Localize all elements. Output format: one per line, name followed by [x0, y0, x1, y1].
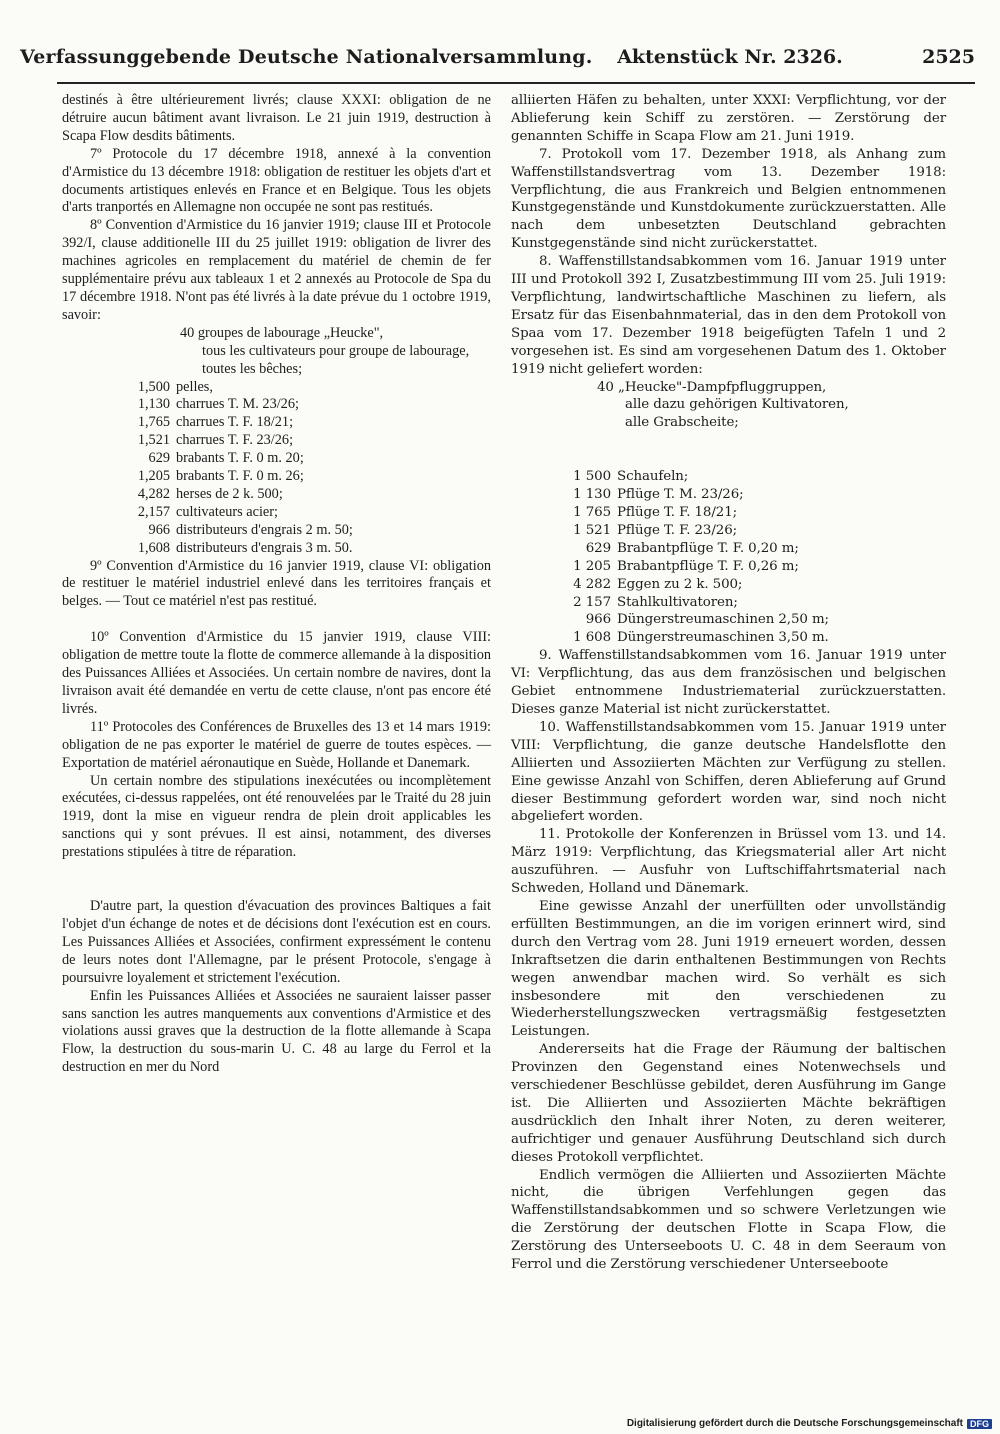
- description: charrues T. M. 23/26;: [176, 396, 299, 413]
- list-item: [511, 540, 946, 558]
- page-header: [20, 46, 975, 76]
- list-item: [511, 558, 946, 576]
- description: Schaufeln;: [617, 469, 689, 485]
- paragraph: 7º Protocole du 17 décembre 1918, annexé à la convention d'Armistice du 13 décembre 1918: obligation de restituer les objets d'art et documents artistiques enlevés en France et en Belgique. Tous les objets d'arts tranportés en Allemagne non occupée ne sont pas restitués.: [62, 145, 491, 216]
- quantity: 1 521: [573, 522, 611, 538]
- paragraph: 10º Convention d'Armistice du 15 janvier 1919, clause VIII: obligation de mettre toute la flotte de commerce allemande à la disposition des Puissances Alliées et Associées. Un certain nombre de navires, dont la livraison avait été demandée en vertu de cette clause, n'ont pas encore été livrés.: [62, 629, 491, 717]
- description: charrues T. F. 23/26;: [176, 432, 294, 449]
- quantity: 966: [148, 521, 170, 538]
- quantity: 1 130: [573, 487, 611, 503]
- description: brabants T. F. 0 m. 20;: [176, 450, 304, 467]
- description: Düngerstreumaschinen 3,50 m.: [617, 630, 829, 646]
- french-column: [62, 92, 491, 1077]
- quantity: 1,130: [137, 396, 170, 413]
- group-line: alle dazu gehörigen Kultivatoren,: [625, 397, 849, 413]
- paragraph: 10. Waffenstillstandsabkommen vom 15. Januar 1919 unter VIII: Verpflichtung, die ganze deutsche Handelsflotte den Alliierten und Assoziierten Mächten zur Verfügung zu stellen. Eine gewisse Anzahl von Schiffen, deren Ablieferung auf Grund dieser Bestimmung gefordert worden war, sind noch nicht abgeliefert worden.: [511, 719, 946, 825]
- footer-credit: Digitalisierung gefördert durch die Deutsche Forschungsgemeinschaft: [626, 1418, 963, 1429]
- quantity: 1,500: [137, 378, 170, 395]
- paragraph: alliierten Häfen zu behalten, unter XXXI: Verpflichtung, vor der Ablieferung kein Schiff zu zerstören. — Zerstörung der genannten Schiffe in Scapa Flow am 21. Juni 1919.: [511, 93, 946, 144]
- quantity: 1,765: [137, 414, 170, 431]
- equipment-list: [62, 379, 491, 558]
- equipment-list: [511, 468, 946, 647]
- quantity: 629: [585, 540, 611, 556]
- list-item: [511, 629, 946, 647]
- dfg-logo: DFG: [967, 1419, 992, 1429]
- quantity: 1,608: [137, 539, 170, 556]
- paragraph: Un certain nombre des stipulations inexécutées ou incomplètement exécutées, ci-dessus rappelées, ont été renouvelées par le Traité du 28 juin 1919, dont la mise en vigueur rendra de plein droit applicables les sanctions qui y sont prévues. Il est ainsi, notamment, des diverses prestations stipulées à titre de réparation.: [62, 772, 491, 861]
- description: charrues T. F. 18/21;: [176, 414, 294, 431]
- equipment-group: [511, 379, 946, 433]
- list-item: [62, 468, 491, 486]
- list-item: [511, 468, 946, 486]
- paragraph: destinés à être ultérieurement livrés; clause XXXI: obligation de ne détruire aucun bâtiment avant livraison. Le 21 juin 1919, destruction à Scapa Flow desdits bâtiments.: [62, 92, 491, 144]
- description: distributeurs d'engrais 3 m. 50.: [176, 539, 353, 556]
- paragraph: Andererseits hat die Frage der Räumung der baltischen Provinzen den Gegenstand eines Notenwechsels und verschiedener Beschlüsse gebildet, deren Ausführung im Gange ist. Die Alliierten und Assoziierten Mächte bekräftigen ausdrücklich den Inhalt ihrer Noten, zu deren weiterer, aufrichtiger und genauer Ausführung Deutschland sich durch dieses Protokoll verpflichtet.: [511, 1042, 946, 1165]
- group-line: 40 groupes de labourage „Heucke",: [180, 324, 384, 341]
- description: Brabantpflüge T. F. 0,20 m;: [617, 540, 799, 556]
- spacer: [62, 862, 491, 898]
- description: Brabantpflüge T. F. 0,26 m;: [617, 558, 799, 574]
- group-line: tous les cultivateurs pour groupe de labourage,: [202, 342, 470, 359]
- list-item: [62, 396, 491, 414]
- list-item: [511, 486, 946, 504]
- list-item: [511, 522, 946, 540]
- quantity: 1 500: [573, 469, 611, 485]
- quantity: 2 157: [573, 594, 611, 610]
- quantity: 1 608: [573, 630, 611, 646]
- digitization-footer: [627, 1418, 992, 1429]
- description: Pflüge T. M. 23/26;: [617, 487, 744, 503]
- description: Pflüge T. F. 18/21;: [617, 505, 738, 521]
- paragraph: Eine gewisse Anzahl der unerfüllten oder unvollständig erfüllten Bestimmungen, an die im vorigen erinnert wird, sind durch den Vertrag vom 28. Juni 1919 erneuert worden, dessen Inkraftsetzen die darin enthaltenen Bestimmungen von Rechts wegen anwendbar machen wird. So verhält es sich insbesondere mit den verschiedenen zu Wiederherstellungszwecken vertragsmäßig festgesetzten Leistungen.: [511, 898, 946, 1040]
- group-line: alle Grabscheite;: [625, 415, 739, 431]
- quantity: 4 282: [573, 576, 611, 592]
- quantity: 629: [148, 450, 170, 467]
- list-item: [62, 450, 491, 468]
- paragraph: 9. Waffenstillstandsabkommen vom 16. Januar 1919 unter VI: Verpflichtung, das aus dem französischen und belgischen Gebiet entnommene Industriematerial zurückzuerstatten. Dieses ganze Material ist nicht zurückerstattet.: [511, 648, 946, 717]
- paragraph: 8º Convention d'Armistice du 16 janvier 1919; clause III et Protocole 392/I, clause additionelle III du 25 juillet 1919: obligation de livrer des machines agricoles en remplacement du matériel de chemin de fer supplémentaire prévu aux tableaux 1 et 2 annexés au Protocole de Spa du 17 décembre 1918. N'ont pas été livrés à la date prévue du 1 octobre 1919, savoir:: [62, 217, 491, 323]
- paragraph: 8. Waffenstillstandsabkommen vom 16. Januar 1919 unter III und Protokoll 392 I, Zusatzbestimmung III vom 25. Juli 1919: Verpflichtung, landwirtschaftliche Maschinen zu liefern, als Ersatz für das Eisenbahnmaterial, das in den dem Protokoll von Spaa vom 17. Dezember 1918 beigefügten Tafeln 1 und 2 vorgesehen ist. Es sind am vorgesehenen Datum des 1. Oktober 1919 nicht geliefert worden:: [511, 254, 946, 377]
- paragraph: Enfin les Puissances Alliées et Associées ne sauraient laisser passer sans sanction les autres manquements aux conventions d'Armistice et des violations aussi graves que la destruction de la flotte allemande à Scapa Flow, la destruction du sous-marin U. C. 48 au large du Ferrol et la destruction en mer du Nord: [62, 987, 491, 1076]
- description: cultivateurs acier;: [176, 503, 279, 520]
- quantity: 2,157: [137, 503, 170, 520]
- paragraph: 9º Convention d'Armistice du 16 janvier 1919, clause VI: obligation de restituer le matériel industriel enlevé dans les territoires français et belges. — Tout ce matériel n'est pas restitué.: [62, 557, 491, 610]
- header-title-block: [20, 46, 843, 68]
- list-item: [511, 594, 946, 612]
- description: distributeurs d'engrais 2 m. 50;: [176, 521, 353, 538]
- description: Pflüge T. F. 23/26;: [617, 522, 738, 538]
- publication-title: Verfassunggebende Deutsche Nationalversammlung.: [20, 46, 593, 68]
- quantity: 966: [585, 612, 611, 628]
- equipment-group: [62, 325, 491, 379]
- quantity: 4,282: [137, 485, 170, 502]
- description: Eggen zu 2 k. 500;: [617, 576, 743, 592]
- paragraph: D'autre part, la question d'évacuation des provinces Baltiques a fait l'objet d'un échange de notes et de décisions dont l'exécution est en cours. Les Puissances Alliées et Associées, confirment expressément le contenu de leurs notes dont l'Allemagne, par le présent Protocole, s'engage à poursuivre loyalement et strictement l'exécution.: [62, 898, 491, 986]
- paragraph: Endlich vermögen die Alliierten und Assoziierten Mächte nicht, die übrigen Verfehlungen gegen das Waffenstillstandsabkommen und so schwere Verletzungen wie die Zerstörung der deutschen Flotte in Scapa Flow, die Zerstörung des Unterseeboots U. C. 48 in dem Seeraum von Ferrol und die Zerstörung verschiedener Unterseeboote: [511, 1167, 946, 1273]
- description: Stahlkultivatoren;: [617, 594, 738, 610]
- list-item: [62, 379, 491, 397]
- header-rule: [57, 82, 975, 84]
- quantity: 1 205: [573, 558, 611, 574]
- description: pelles,: [176, 378, 213, 395]
- list-item: [62, 504, 491, 522]
- quantity: 1,205: [137, 468, 170, 485]
- list-item: [62, 522, 491, 540]
- document-number: Aktenstück Nr. 2326.: [617, 46, 843, 68]
- page-number: 2525: [922, 46, 975, 68]
- list-item: [62, 486, 491, 504]
- list-item: [62, 414, 491, 432]
- paragraph: 11º Protocoles des Conférences de Bruxelles des 13 et 14 mars 1919: obligation de ne pas exporter le matériel de guerre de toutes espèces. — Exportation de matériel aéronautique en Suède, Hollande et Danemark.: [62, 718, 491, 771]
- list-item: [511, 611, 946, 629]
- description: Düngerstreumaschinen 2,50 m;: [617, 612, 829, 628]
- german-column: [511, 92, 946, 1274]
- list-item: [62, 432, 491, 450]
- paragraph: 11. Protokolle der Konferenzen in Brüssel vom 13. und 14. März 1919: Verpflichtung, das Kriegsmaterial aller Art nicht auszuführen. — Ausfuhr von Luftschiffahrtsmaterial nach Schweden, Holland und Dänemark.: [511, 827, 946, 897]
- paragraph: 7. Protokoll vom 17. Dezember 1918, als Anhang zum Waffenstillstandsvertrag vom 13. Dezember 1918: Verpflichtung, die aus Frankreich und Belgien entnommenen Kunstgegenstände und Kunstdokumente zurückzuerstatten. Alle nach dem unbesetzten Deutschland gebrachten Kunstgegenstände sind nicht zurückerstattet.: [511, 146, 946, 252]
- list-item: [62, 540, 491, 558]
- group-line: 40 „Heucke"-Dampfpfluggruppen,: [597, 379, 827, 395]
- description: herses de 2 k. 500;: [176, 485, 283, 502]
- quantity: 1,521: [137, 432, 170, 449]
- spacer: [511, 432, 946, 468]
- group-line: toutes les bêches;: [202, 360, 303, 377]
- list-item: [511, 576, 946, 594]
- list-item: [511, 504, 946, 522]
- quantity: 1 765: [573, 505, 611, 521]
- description: brabants T. F. 0 m. 26;: [176, 468, 304, 485]
- spacer: [62, 611, 491, 629]
